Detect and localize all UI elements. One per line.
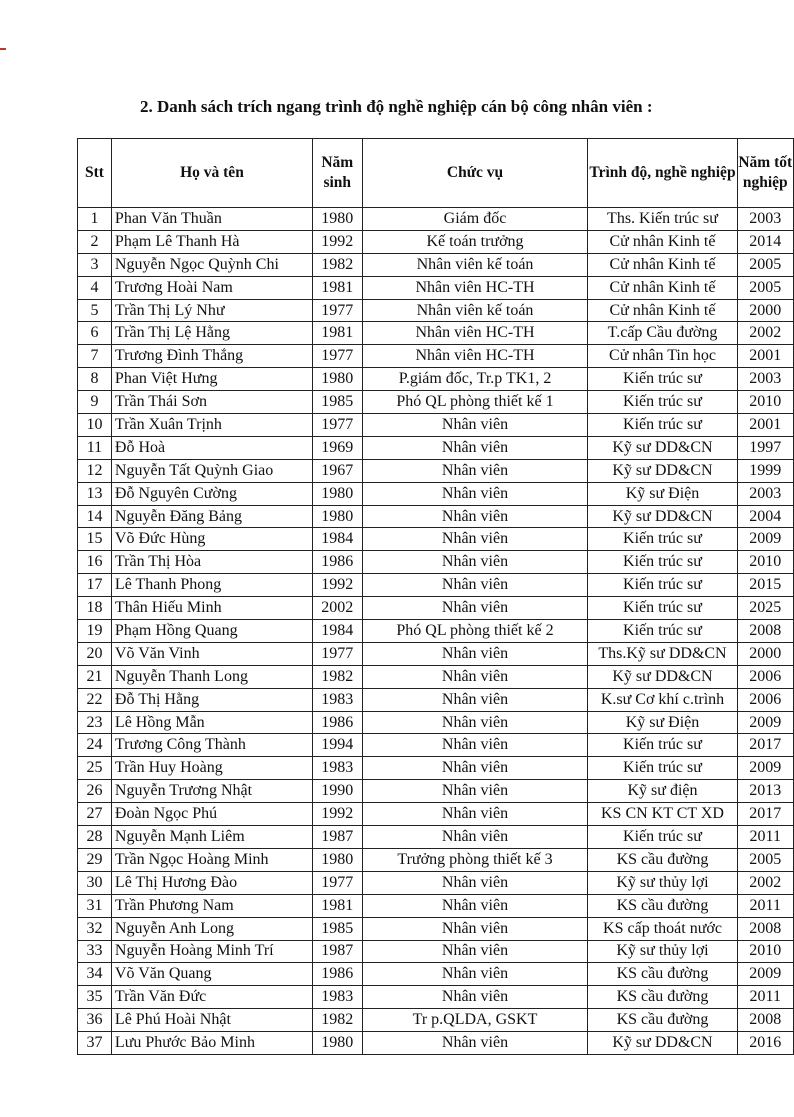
cell-birth-year: 1967 — [313, 459, 363, 482]
table-row — [78, 917, 794, 940]
cell-position: Nhân viên kế toán — [362, 299, 588, 322]
cell-name: Lê Phú Hoài Nhật — [111, 1009, 312, 1032]
cell-position: Nhân viên — [362, 665, 588, 688]
cell-qualification: Kỹ sư thủy lợi — [588, 940, 737, 963]
cell-name: Lê Thị Hương Đào — [111, 871, 312, 894]
table-header-row — [78, 139, 794, 208]
cell-birth-year: 1986 — [313, 551, 363, 574]
cell-birth-year: 1982 — [313, 665, 363, 688]
cell-stt: 26 — [78, 780, 112, 803]
cell-birth-year: 1983 — [313, 986, 363, 1009]
cell-birth-year: 1977 — [313, 414, 363, 437]
cell-graduation-year: 2004 — [737, 505, 793, 528]
table-row — [78, 780, 794, 803]
cell-graduation-year: 2009 — [737, 757, 793, 780]
cell-position: Nhân viên — [362, 826, 588, 849]
cell-stt: 30 — [78, 871, 112, 894]
table-row — [78, 803, 794, 826]
cell-graduation-year: 2010 — [737, 551, 793, 574]
cell-qualification: Kiến trúc sư — [588, 620, 737, 643]
cell-position: Nhân viên — [362, 803, 588, 826]
cell-name: Võ Đức Hùng — [111, 528, 312, 551]
cell-graduation-year: 2002 — [737, 871, 793, 894]
cell-stt: 24 — [78, 734, 112, 757]
cell-stt: 19 — [78, 620, 112, 643]
cell-qualification: KS cầu đường — [588, 894, 737, 917]
cell-birth-year: 1994 — [313, 734, 363, 757]
table-row — [78, 963, 794, 986]
cell-birth-year: 1984 — [313, 620, 363, 643]
cell-qualification: Kỹ sư thủy lợi — [588, 871, 737, 894]
cell-position: Nhân viên — [362, 711, 588, 734]
table-row — [78, 299, 794, 322]
cell-qualification: Kiến trúc sư — [588, 528, 737, 551]
cell-position: Nhân viên kế toán — [362, 253, 588, 276]
cell-position: Nhân viên — [362, 780, 588, 803]
table-row — [78, 848, 794, 871]
cell-position: Kế toán trưởng — [362, 230, 588, 253]
cell-stt: 14 — [78, 505, 112, 528]
cell-graduation-year: 2017 — [737, 734, 793, 757]
cell-qualification: KS cầu đường — [588, 848, 737, 871]
cell-qualification: Kiến trúc sư — [588, 826, 737, 849]
cell-position: Nhân viên — [362, 574, 588, 597]
table-row — [78, 1009, 794, 1032]
cell-graduation-year: 2014 — [737, 230, 793, 253]
cell-graduation-year: 2009 — [737, 528, 793, 551]
cell-position: Nhân viên — [362, 642, 588, 665]
cell-birth-year: 1981 — [313, 894, 363, 917]
cell-position: Nhân viên — [362, 917, 588, 940]
cell-name: Võ Văn Vinh — [111, 642, 312, 665]
cell-qualification: Kỹ sư DD&CN — [588, 1032, 737, 1055]
table-row — [78, 642, 794, 665]
cell-position: Tr p.QLDA, GSKT — [362, 1009, 588, 1032]
cell-birth-year: 1992 — [313, 230, 363, 253]
cell-birth-year: 1969 — [313, 436, 363, 459]
cell-birth-year: 1985 — [313, 917, 363, 940]
cell-stt: 11 — [78, 436, 112, 459]
cell-name: Lưu Phước Bảo Minh — [111, 1032, 312, 1055]
table-row — [78, 368, 794, 391]
cell-birth-year: 1983 — [313, 688, 363, 711]
cell-graduation-year: 2003 — [737, 368, 793, 391]
cell-birth-year: 1980 — [313, 848, 363, 871]
cell-name: Trần Thái Sơn — [111, 391, 312, 414]
cell-name: Đoàn Ngọc Phú — [111, 803, 312, 826]
cell-position: Nhân viên — [362, 551, 588, 574]
cell-birth-year: 1980 — [313, 505, 363, 528]
cell-graduation-year: 2011 — [737, 894, 793, 917]
cell-name: Trần Phương Nam — [111, 894, 312, 917]
table-row — [78, 391, 794, 414]
table-row — [78, 597, 794, 620]
table-row — [78, 1032, 794, 1055]
table-row — [78, 528, 794, 551]
cell-qualification: KS cầu đường — [588, 1009, 737, 1032]
cell-qualification: Kiến trúc sư — [588, 551, 737, 574]
cell-name: Phan Việt Hưng — [111, 368, 312, 391]
cell-qualification: Kiến trúc sư — [588, 734, 737, 757]
cell-birth-year: 1986 — [313, 963, 363, 986]
cell-name: Nguyễn Mạnh Liêm — [111, 826, 312, 849]
cell-graduation-year: 2001 — [737, 414, 793, 437]
cell-graduation-year: 2009 — [737, 711, 793, 734]
table-row — [78, 459, 794, 482]
cell-name: Trương Đình Thắng — [111, 345, 312, 368]
cell-name: Đỗ Hoà — [111, 436, 312, 459]
cell-name: Trần Ngọc Hoàng Minh — [111, 848, 312, 871]
cell-stt: 37 — [78, 1032, 112, 1055]
table-row — [78, 940, 794, 963]
cell-qualification: Kỹ sư DD&CN — [588, 505, 737, 528]
cell-birth-year: 1980 — [313, 1032, 363, 1055]
cell-birth-year: 1982 — [313, 253, 363, 276]
cell-qualification: Cử nhân Kinh tế — [588, 253, 737, 276]
cell-position: Nhân viên — [362, 414, 588, 437]
cell-position: Nhân viên — [362, 482, 588, 505]
cell-graduation-year: 2011 — [737, 986, 793, 1009]
cell-qualification: KS cầu đường — [588, 986, 737, 1009]
cell-qualification: KS cầu đường — [588, 963, 737, 986]
cell-qualification: Kỹ sư DD&CN — [588, 459, 737, 482]
cell-qualification: Kiến trúc sư — [588, 597, 737, 620]
cell-position: Phó QL phòng thiết kế 2 — [362, 620, 588, 643]
cell-qualification: Kỹ sư Điện — [588, 482, 737, 505]
cell-stt: 1 — [78, 208, 112, 231]
cell-name: Lê Hồng Mẫn — [111, 711, 312, 734]
cell-birth-year: 1981 — [313, 322, 363, 345]
cell-qualification: Kỹ sư DD&CN — [588, 436, 737, 459]
cell-birth-year: 1981 — [313, 276, 363, 299]
cell-qualification: K.sư Cơ khí c.trình — [588, 688, 737, 711]
cell-qualification: Kiến trúc sư — [588, 368, 737, 391]
table-row — [78, 620, 794, 643]
cell-position: Nhân viên HC-TH — [362, 345, 588, 368]
cell-qualification: Cử nhân Tin học — [588, 345, 737, 368]
staff-table — [77, 138, 794, 1055]
section-title: 2. Danh sách trích ngang trình độ nghề nghiệp cán bộ công nhân viên : — [140, 97, 653, 116]
cell-stt: 20 — [78, 642, 112, 665]
cell-position: Nhân viên — [362, 757, 588, 780]
header-position: Chức vụ — [362, 139, 588, 208]
cell-graduation-year: 2011 — [737, 826, 793, 849]
cell-graduation-year: 2006 — [737, 688, 793, 711]
cell-stt: 7 — [78, 345, 112, 368]
cell-name: Trương Công Thành — [111, 734, 312, 757]
cell-name: Lê Thanh Phong — [111, 574, 312, 597]
table-row — [78, 322, 794, 345]
table-row — [78, 574, 794, 597]
cell-graduation-year: 2008 — [737, 917, 793, 940]
cell-birth-year: 1977 — [313, 871, 363, 894]
cell-qualification: Cử nhân Kinh tế — [588, 230, 737, 253]
cell-graduation-year: 1997 — [737, 436, 793, 459]
cell-name: Đỗ Thị Hằng — [111, 688, 312, 711]
cell-graduation-year: 2000 — [737, 299, 793, 322]
cell-birth-year: 1987 — [313, 826, 363, 849]
cell-qualification: Kiến trúc sư — [588, 414, 737, 437]
cell-qualification: Kỹ sư Điện — [588, 711, 737, 734]
cell-birth-year: 1992 — [313, 803, 363, 826]
cell-birth-year: 1992 — [313, 574, 363, 597]
cell-qualification: T.cấp Cầu đường — [588, 322, 737, 345]
cell-stt: 31 — [78, 894, 112, 917]
cell-stt: 17 — [78, 574, 112, 597]
cell-stt: 25 — [78, 757, 112, 780]
cell-graduation-year: 2003 — [737, 482, 793, 505]
cell-stt: 2 — [78, 230, 112, 253]
cell-graduation-year: 2005 — [737, 253, 793, 276]
cell-name: Phạm Hồng Quang — [111, 620, 312, 643]
cell-position: Nhân viên HC-TH — [362, 322, 588, 345]
table-row — [78, 986, 794, 1009]
table-row — [78, 253, 794, 276]
cell-stt: 4 — [78, 276, 112, 299]
cell-stt: 33 — [78, 940, 112, 963]
cell-qualification: Kiến trúc sư — [588, 757, 737, 780]
cell-graduation-year: 2005 — [737, 276, 793, 299]
cell-graduation-year: 2015 — [737, 574, 793, 597]
table-row — [78, 688, 794, 711]
table-row — [78, 894, 794, 917]
margin-mark — [0, 48, 6, 50]
cell-qualification: KS CN KT CT XD — [588, 803, 737, 826]
cell-position: P.giám đốc, Tr.p TK1, 2 — [362, 368, 588, 391]
table-row — [78, 665, 794, 688]
cell-name: Đỗ Nguyên Cường — [111, 482, 312, 505]
cell-position: Nhân viên — [362, 528, 588, 551]
table-row — [78, 230, 794, 253]
table-row — [78, 711, 794, 734]
table-row — [78, 482, 794, 505]
cell-name: Trần Văn Đức — [111, 986, 312, 1009]
cell-stt: 12 — [78, 459, 112, 482]
cell-name: Nguyễn Hoàng Minh Trí — [111, 940, 312, 963]
cell-position: Nhân viên — [362, 894, 588, 917]
cell-qualification: KS cấp thoát nước — [588, 917, 737, 940]
cell-graduation-year: 2013 — [737, 780, 793, 803]
cell-position: Nhân viên — [362, 597, 588, 620]
cell-graduation-year: 2010 — [737, 940, 793, 963]
cell-position: Nhân viên — [362, 871, 588, 894]
cell-name: Nguyễn Trương Nhật — [111, 780, 312, 803]
cell-birth-year: 2002 — [313, 597, 363, 620]
table-row — [78, 436, 794, 459]
cell-graduation-year: 2003 — [737, 208, 793, 231]
cell-qualification: Cử nhân Kinh tế — [588, 299, 737, 322]
cell-name: Nguyễn Anh Long — [111, 917, 312, 940]
table-row — [78, 826, 794, 849]
cell-stt: 32 — [78, 917, 112, 940]
table-row — [78, 734, 794, 757]
table-row — [78, 551, 794, 574]
table-row — [78, 414, 794, 437]
cell-birth-year: 1982 — [313, 1009, 363, 1032]
cell-graduation-year: 2002 — [737, 322, 793, 345]
cell-position: Nhân viên — [362, 688, 588, 711]
cell-birth-year: 1977 — [313, 299, 363, 322]
cell-name: Trần Huy Hoàng — [111, 757, 312, 780]
table-row — [78, 757, 794, 780]
cell-stt: 6 — [78, 322, 112, 345]
cell-qualification: Kỹ sư điện — [588, 780, 737, 803]
cell-qualification: Kiến trúc sư — [588, 391, 737, 414]
table-row — [78, 276, 794, 299]
cell-birth-year: 1980 — [313, 482, 363, 505]
cell-stt: 35 — [78, 986, 112, 1009]
cell-qualification: Cử nhân Kinh tế — [588, 276, 737, 299]
cell-name: Nguyễn Ngọc Quỳnh Chi — [111, 253, 312, 276]
cell-name: Trần Thị Lệ Hằng — [111, 322, 312, 345]
header-name: Họ và tên — [111, 139, 312, 208]
cell-qualification: Ths. Kiến trúc sư — [588, 208, 737, 231]
cell-stt: 3 — [78, 253, 112, 276]
cell-birth-year: 1984 — [313, 528, 363, 551]
cell-graduation-year: 2005 — [737, 848, 793, 871]
cell-stt: 15 — [78, 528, 112, 551]
cell-position: Phó QL phòng thiết kế 1 — [362, 391, 588, 414]
cell-graduation-year: 2008 — [737, 1009, 793, 1032]
cell-stt: 13 — [78, 482, 112, 505]
cell-position: Nhân viên — [362, 1032, 588, 1055]
cell-graduation-year: 2025 — [737, 597, 793, 620]
cell-qualification: Kiến trúc sư — [588, 574, 737, 597]
cell-name: Trần Thị Lý Như — [111, 299, 312, 322]
cell-graduation-year: 2000 — [737, 642, 793, 665]
cell-birth-year: 1980 — [313, 208, 363, 231]
cell-qualification: Kỹ sư DD&CN — [588, 665, 737, 688]
cell-graduation-year: 2008 — [737, 620, 793, 643]
table-row — [78, 505, 794, 528]
cell-name: Võ Văn Quang — [111, 963, 312, 986]
cell-stt: 16 — [78, 551, 112, 574]
cell-stt: 10 — [78, 414, 112, 437]
cell-birth-year: 1985 — [313, 391, 363, 414]
cell-qualification: Ths.Kỹ sư DD&CN — [588, 642, 737, 665]
cell-stt: 22 — [78, 688, 112, 711]
header-birth-year: Năm sinh — [313, 139, 363, 208]
cell-position: Nhân viên — [362, 963, 588, 986]
cell-graduation-year: 1999 — [737, 459, 793, 482]
cell-graduation-year: 2001 — [737, 345, 793, 368]
cell-position: Giám đốc — [362, 208, 588, 231]
cell-birth-year: 1987 — [313, 940, 363, 963]
cell-graduation-year: 2006 — [737, 665, 793, 688]
cell-position: Nhân viên — [362, 734, 588, 757]
cell-birth-year: 1977 — [313, 345, 363, 368]
cell-stt: 23 — [78, 711, 112, 734]
cell-stt: 28 — [78, 826, 112, 849]
cell-stt: 9 — [78, 391, 112, 414]
cell-name: Trương Hoài Nam — [111, 276, 312, 299]
table-row — [78, 871, 794, 894]
cell-name: Nguyễn Thanh Long — [111, 665, 312, 688]
cell-position: Nhân viên — [362, 459, 588, 482]
cell-name: Nguyễn Tất Quỳnh Giao — [111, 459, 312, 482]
cell-graduation-year: 2016 — [737, 1032, 793, 1055]
cell-stt: 34 — [78, 963, 112, 986]
cell-name: Phạm Lê Thanh Hà — [111, 230, 312, 253]
header-stt: Stt — [78, 139, 112, 208]
cell-birth-year: 1983 — [313, 757, 363, 780]
cell-stt: 27 — [78, 803, 112, 826]
cell-stt: 8 — [78, 368, 112, 391]
cell-birth-year: 1986 — [313, 711, 363, 734]
cell-position: Nhân viên HC-TH — [362, 276, 588, 299]
cell-name: Phan Văn Thuần — [111, 208, 312, 231]
table-row — [78, 208, 794, 231]
cell-position: Nhân viên — [362, 940, 588, 963]
cell-graduation-year: 2010 — [737, 391, 793, 414]
cell-name: Thân Hiếu Minh — [111, 597, 312, 620]
cell-name: Nguyễn Đăng Bảng — [111, 505, 312, 528]
header-graduation-year: Năm tốt nghiệp — [737, 139, 793, 208]
cell-birth-year: 1977 — [313, 642, 363, 665]
cell-name: Trần Thị Hòa — [111, 551, 312, 574]
cell-graduation-year: 2017 — [737, 803, 793, 826]
cell-position: Nhân viên — [362, 505, 588, 528]
cell-birth-year: 1990 — [313, 780, 363, 803]
header-qualification: Trình độ, nghề nghiệp — [588, 139, 737, 208]
cell-position: Nhân viên — [362, 986, 588, 1009]
cell-birth-year: 1980 — [313, 368, 363, 391]
cell-stt: 5 — [78, 299, 112, 322]
cell-graduation-year: 2009 — [737, 963, 793, 986]
table-row — [78, 345, 794, 368]
cell-position: Nhân viên — [362, 436, 588, 459]
cell-stt: 21 — [78, 665, 112, 688]
cell-name: Trần Xuân Trịnh — [111, 414, 312, 437]
cell-position: Trưởng phòng thiết kế 3 — [362, 848, 588, 871]
cell-stt: 18 — [78, 597, 112, 620]
cell-stt: 36 — [78, 1009, 112, 1032]
cell-stt: 29 — [78, 848, 112, 871]
